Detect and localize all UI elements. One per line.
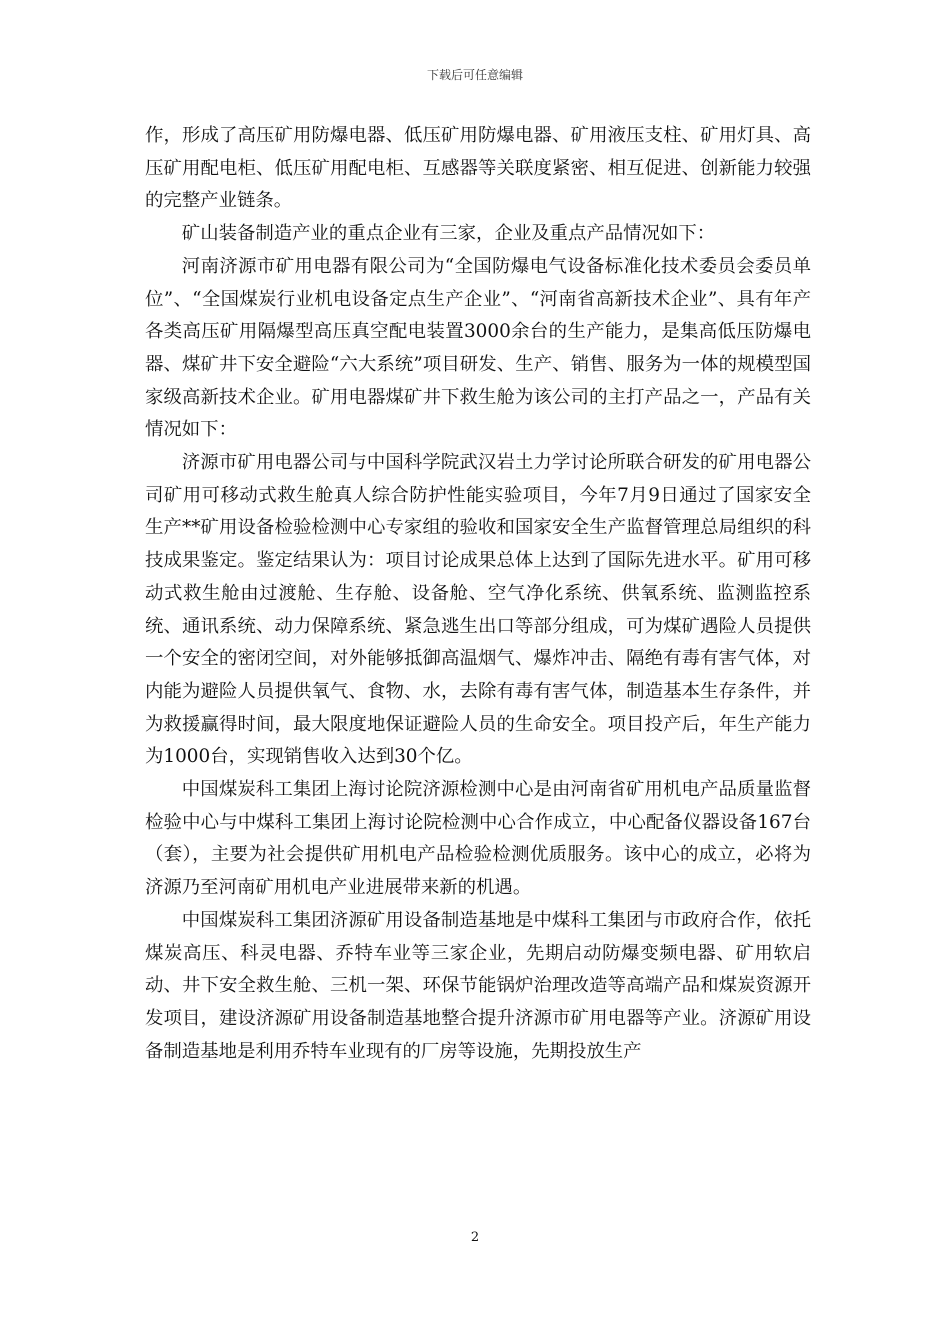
page-header: 下载后可任意编辑 bbox=[426, 68, 523, 82]
paragraph: 中国煤炭科工集团济源矿用设备制造基地是中煤科工集团与市政府合作，依托煤炭高压、科灵电器、乔特车业等三家企业，先期启动防爆变频电器、矿用软启动、井下安全救生舱、三机一架、环保节能锅炉治理改造等高端产品和煤炭资源开发项目，建设济源矿用设备制造基地整合提升济源市矿用电器等产业。济源矿用设备制造基地是利用乔特车业现有的厂房等设施，先期投放生产 bbox=[145, 909, 811, 1062]
paragraph: 中国煤炭科工集团上海讨论院济源检测中心是由河南省矿用机电产品质量监督检验中心与中煤科工集团上海讨论院检测中心合作成立，中心配备仪器设备167台（套），主要为社会提供矿用机电产品检验检测优质服务。该中心的成立，必将为济源乃至河南矿用机电产业进展带来新的机遇。 bbox=[145, 779, 811, 899]
paragraph: 河南济源市矿用电器有限公司为“全国防爆电气设备标准化技术委员会委员单位”、“全国煤炭行业机电设备定点生产企业”、“河南省高新技术企业”、具有年产各类高压矿用隔爆型高压真空配电装置3000余台的生产能力，是集高低压防爆电器、煤矿井下安全避险“六大系统”项目研发、生产、销售、服务为一体的规模型国家级高新技术企业。矿用电器煤矿井下救生舱为该公司的主打产品之一，产品有关情况如下： bbox=[145, 255, 811, 441]
page-number: 2 bbox=[470, 1230, 480, 1245]
document-body bbox=[145, 120, 811, 1068]
paragraph: 矿山装备制造产业的重点企业有三家，企业及重点产品情况如下： bbox=[181, 223, 716, 245]
paragraph: 济源市矿用电器公司与中国科学院武汉岩土力学讨论所联合研发的矿用电器公司矿用可移动式救生舱真人综合防护性能实验项目，今年7月9日通过了国家安全生产**矿用设备检验检测中心专家组的验收和国家安全生产监督管理总局组织的科技成果鉴定。鉴定结果认为：项目讨论成果总体上达到了国际先进水平。矿用可移动式救生舱由过渡舱、生存舱、设备舱、空气净化系统、供氧系统、监测监控系统、通讯系统、动力保障系统、紧急逃生出口等部分组成，可为煤矿遇险人员提供一个安全的密闭空间，对外能够抵御高温烟气、爆炸冲击、隔绝有毒有害气体，对内能为避险人员提供氧气、食物、水，去除有毒有害气体，制造基本生存条件，并为救援赢得时间，最大限度地保证避险人员的生命安全。项目投产后，年生产能力为1000台，实现销售收入达到30个亿。 bbox=[145, 452, 811, 768]
paragraph-continuation: 作，形成了高压矿用防爆电器、低压矿用防爆电器、矿用液压支柱、矿用灯具、高压矿用配电柜、低压矿用配电柜、互感器等关联度紧密、相互促进、创新能力较强的完整产业链条。 bbox=[145, 125, 811, 212]
